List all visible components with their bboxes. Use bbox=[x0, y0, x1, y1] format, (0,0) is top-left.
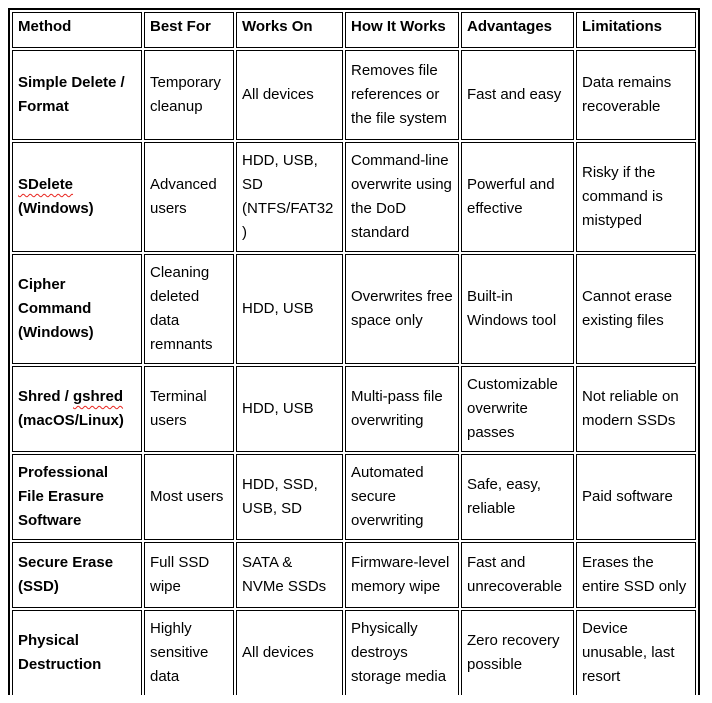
cell-advantages: Safe, easy, reliable bbox=[461, 454, 574, 540]
misspelled-word: SDelete bbox=[18, 176, 74, 193]
table-header-row bbox=[12, 12, 696, 48]
cell-best-for: Full SSD wipe bbox=[144, 542, 234, 608]
cell-how-it-works: Firmware-level memory wipe bbox=[345, 542, 459, 608]
method-text: Physical Destruction bbox=[18, 632, 102, 673]
cell-works-on: HDD, USB bbox=[236, 254, 343, 364]
table-row bbox=[12, 254, 696, 364]
cell-method bbox=[12, 366, 142, 452]
cell-how-it-works: Command-line overwrite using the DoD standard bbox=[345, 142, 459, 252]
method-text: Cipher Command (Windows) bbox=[18, 276, 94, 341]
column-header-works-on: Works On bbox=[236, 12, 343, 48]
table-row bbox=[12, 366, 696, 452]
cell-works-on: SATA & NVMe SSDs bbox=[236, 542, 343, 608]
cell-method bbox=[12, 542, 142, 608]
cell-advantages: Fast and easy bbox=[461, 50, 574, 140]
table-row bbox=[12, 542, 696, 608]
cell-best-for: Advanced users bbox=[144, 142, 234, 252]
method-text: Simple Delete / Format bbox=[18, 74, 125, 115]
cell-method bbox=[12, 50, 142, 140]
cell-limitations: Device unusable, last resort bbox=[576, 610, 696, 695]
cell-how-it-works: Physically destroys storage media bbox=[345, 610, 459, 695]
table-row bbox=[12, 610, 696, 695]
cell-works-on: HDD, USB bbox=[236, 366, 343, 452]
table-row bbox=[12, 454, 696, 540]
data-erasure-methods-table bbox=[8, 8, 700, 695]
cell-works-on: HDD, USB, SD (NTFS/FAT32) bbox=[236, 142, 343, 252]
cell-how-it-works: Removes file references or the file system bbox=[345, 50, 459, 140]
cell-advantages: Built-in Windows tool bbox=[461, 254, 574, 364]
cell-works-on: All devices bbox=[236, 610, 343, 695]
cell-how-it-works: Overwrites free space only bbox=[345, 254, 459, 364]
method-text: (Windows) bbox=[18, 200, 94, 217]
cell-best-for: Cleaning deleted data remnants bbox=[144, 254, 234, 364]
cell-limitations: Data remains recoverable bbox=[576, 50, 696, 140]
cell-method bbox=[12, 454, 142, 540]
table-row bbox=[12, 142, 696, 252]
column-header-advantages: Advantages bbox=[461, 12, 574, 48]
method-text: Secure Erase (SSD) bbox=[18, 554, 114, 595]
cell-works-on: All devices bbox=[236, 50, 343, 140]
column-header-method: Method bbox=[12, 12, 142, 48]
column-header-how-it-works: How It Works bbox=[345, 12, 459, 48]
cell-limitations: Erases the entire SSD only bbox=[576, 542, 696, 608]
cell-advantages: Zero recovery possible bbox=[461, 610, 574, 695]
cell-best-for: Terminal users bbox=[144, 366, 234, 452]
method-text: (macOS/Linux) bbox=[18, 412, 124, 429]
method-text: Shred / bbox=[18, 388, 74, 405]
cell-limitations: Paid software bbox=[576, 454, 696, 540]
cell-best-for: Highly sensitive data bbox=[144, 610, 234, 695]
cell-how-it-works: Multi-pass file overwriting bbox=[345, 366, 459, 452]
column-header-limitations: Limitations bbox=[576, 12, 696, 48]
cell-how-it-works: Automated secure overwriting bbox=[345, 454, 459, 540]
cell-advantages: Powerful and effective bbox=[461, 142, 574, 252]
cell-best-for: Temporary cleanup bbox=[144, 50, 234, 140]
column-header-best-for: Best For bbox=[144, 12, 234, 48]
cell-method bbox=[12, 610, 142, 695]
cell-limitations: Not reliable on modern SSDs bbox=[576, 366, 696, 452]
cell-method bbox=[12, 142, 142, 252]
cell-advantages: Fast and unrecoverable bbox=[461, 542, 574, 608]
cell-method bbox=[12, 254, 142, 364]
cell-limitations: Risky if the command is mistyped bbox=[576, 142, 696, 252]
method-text: Professional File Erasure Software bbox=[18, 464, 109, 529]
table-row bbox=[12, 50, 696, 140]
cell-works-on: HDD, SSD, USB, SD bbox=[236, 454, 343, 540]
cell-best-for: Most users bbox=[144, 454, 234, 540]
cell-advantages: Customizable overwrite passes bbox=[461, 366, 574, 452]
misspelled-word: gshred bbox=[73, 388, 124, 405]
cell-limitations: Cannot erase existing files bbox=[576, 254, 696, 364]
